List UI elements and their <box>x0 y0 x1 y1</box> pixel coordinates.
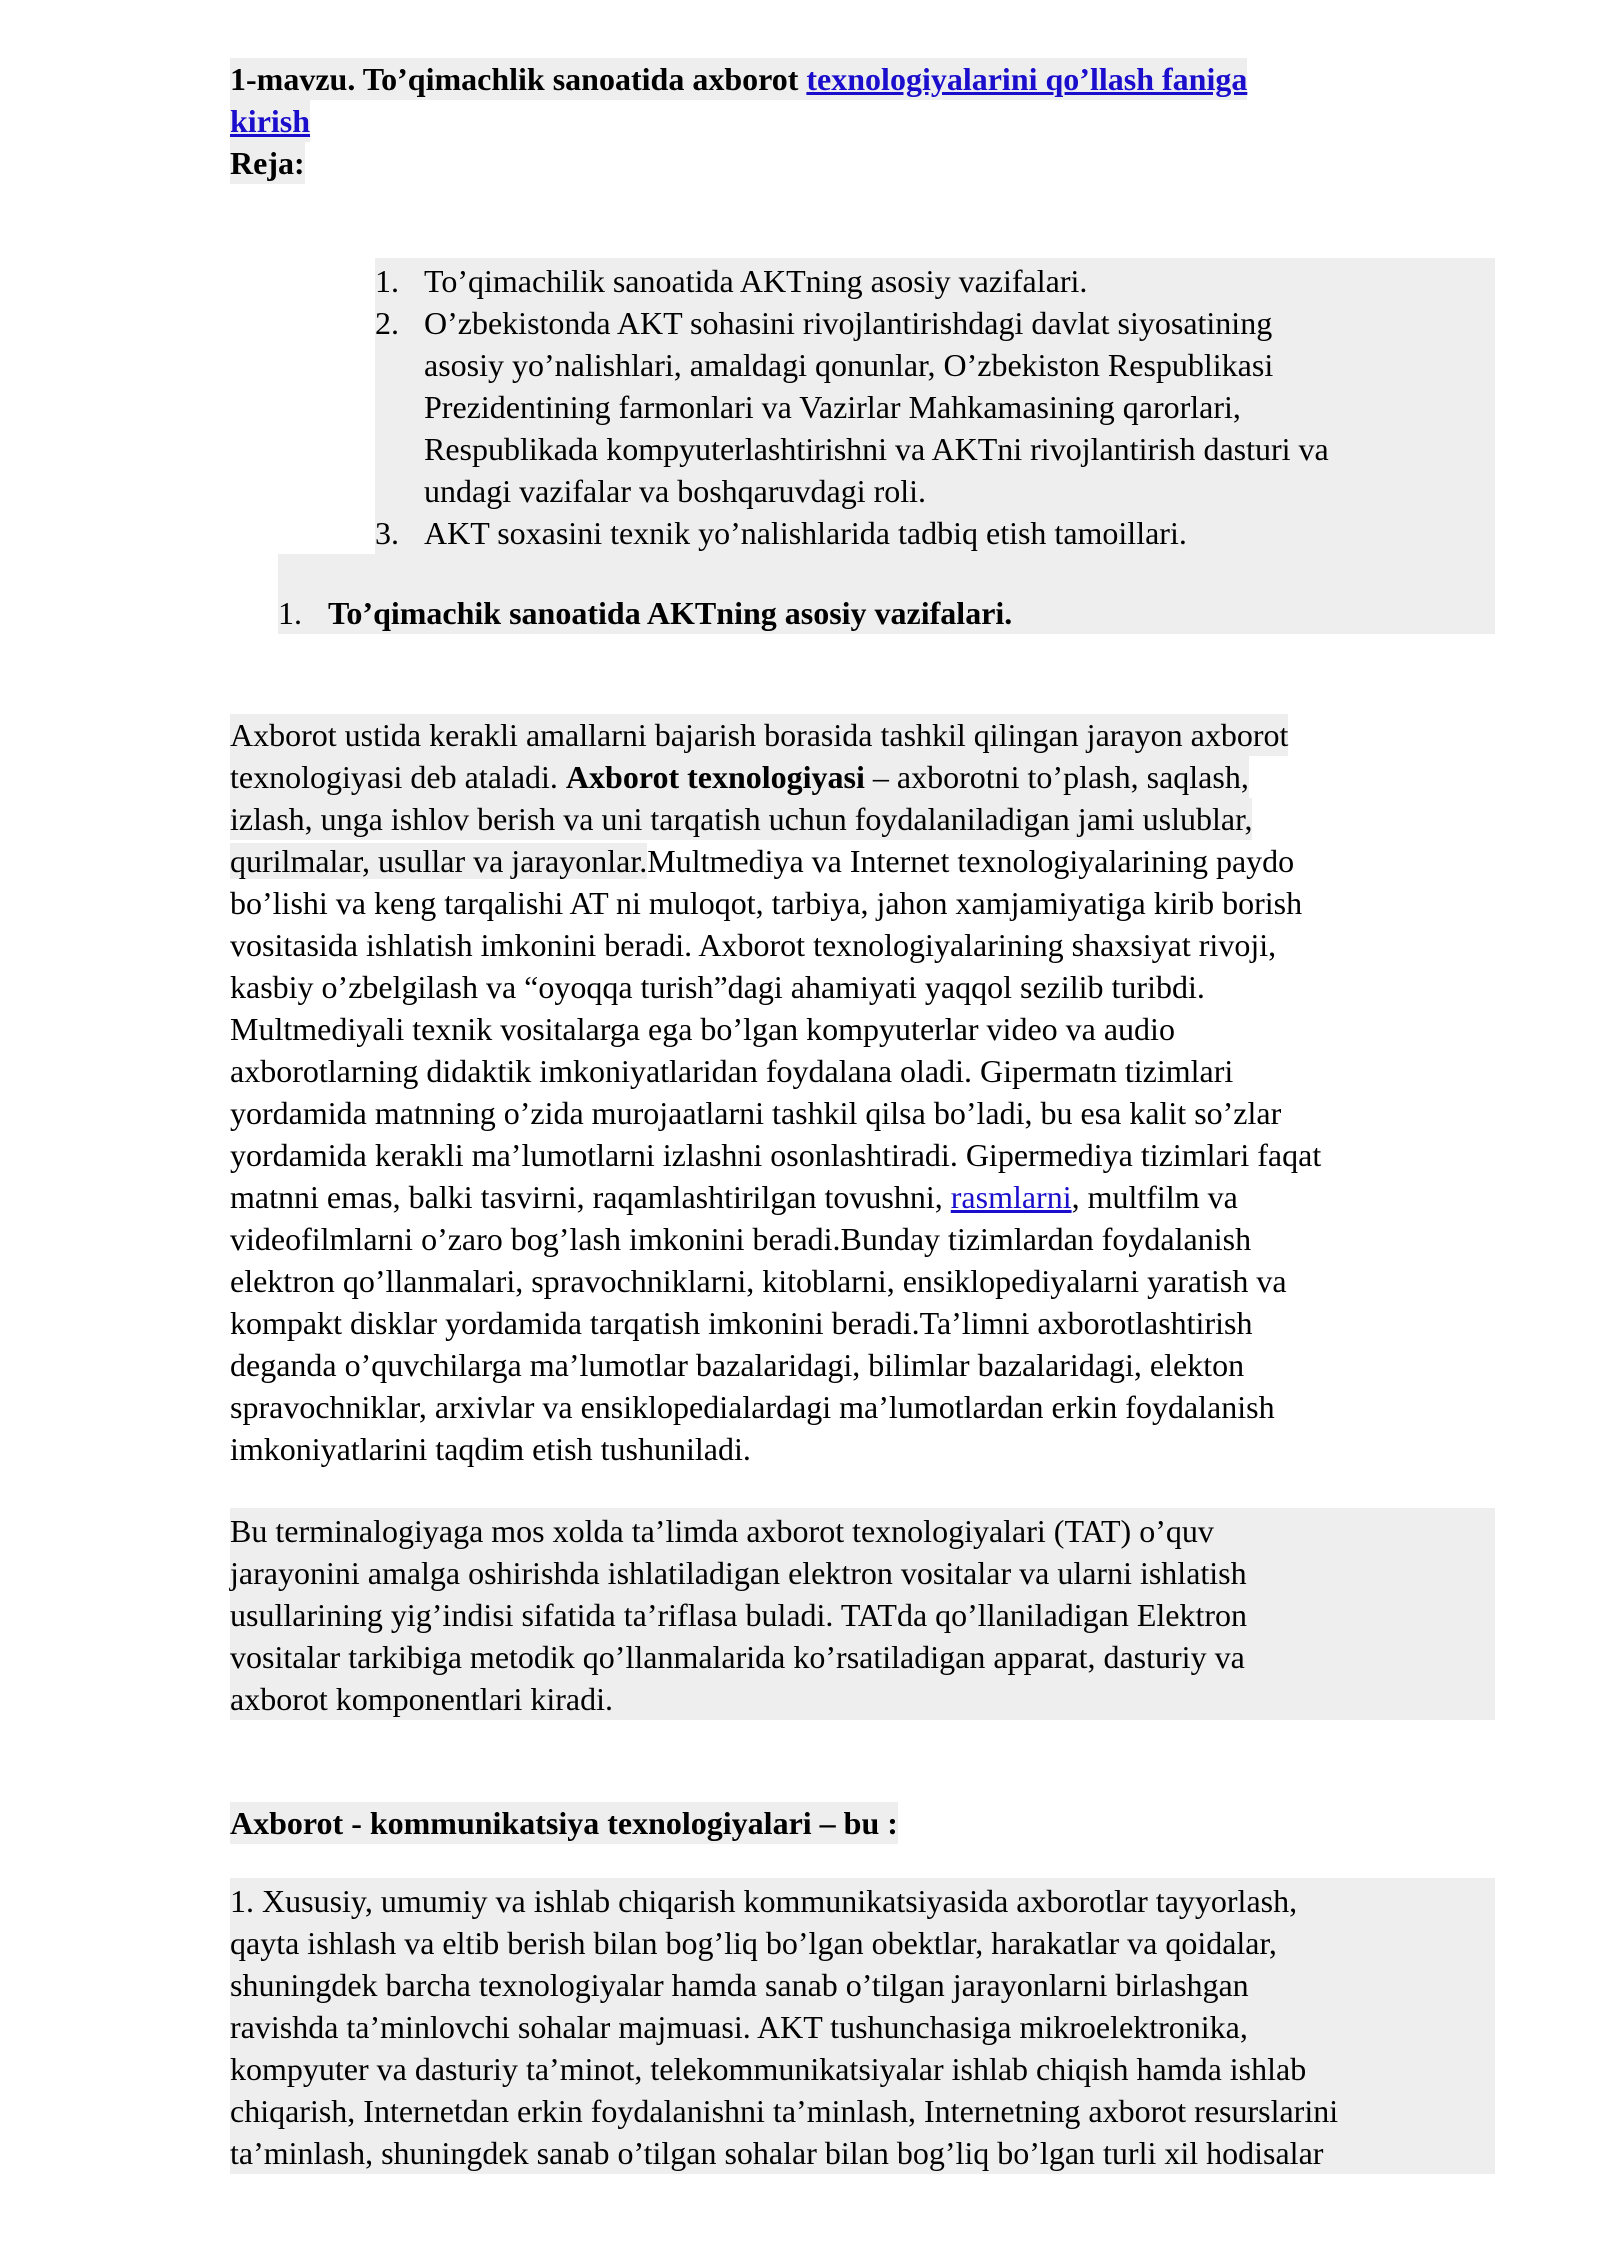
plan-item-line: To’qimachilik sanoatida AKTning asosiy vazifalari. <box>424 263 1088 299</box>
paragraph-line <box>230 1176 1238 1218</box>
plan-item-number: 3. <box>375 515 399 551</box>
paragraph-line: ravishda ta’minlovchi sohalar majmuasi. AKT tushunchasiga mikroelektronika, <box>230 2009 1248 2045</box>
plan-item-line: undagi vazifalar va boshqaruvdagi roli. <box>424 473 927 509</box>
paragraph-line: bo’lishi va keng tarqalishi AT ni muloqot, tarbiya, jahon xamjamiyatiga kirib borish <box>230 885 1303 921</box>
reja-label: Reja: <box>230 142 305 184</box>
plan-item-line: Prezidentining farmonlari va Vazirlar Mahkamasining qarorlari, <box>424 389 1241 425</box>
topic-title-link-continued[interactable]: kirish <box>230 103 311 139</box>
paragraph-line: jarayonini amalga oshirishda ishlatiladigan elektron vositalar va ularni ishlatish <box>230 1555 1247 1591</box>
paragraph-line: elektron qo’llanmalari, spravochniklarni, kitoblarni, ensiklopediyalarni yaratish va <box>230 1263 1287 1299</box>
paragraph-line: Multmediyali texnik vositalarga ega bo’lgan kompyuterlar video va audio <box>230 1011 1175 1047</box>
paragraph-line: videofilmlarni o’zaro bog’lash imkonini beradi.Bunday tizimlardan foydalanish <box>230 1221 1252 1257</box>
paragraph-line: 1. Xususiy, umumiy va ishlab chiqarish kommunikatsiyasida axborotlar tayyorlash, <box>230 1883 1298 1919</box>
paragraph-line: shuningdek barcha texnologiyalar hamda sanab o’tilgan jarayonlarni birlashgan <box>230 1967 1249 2003</box>
paragraph-line: kompakt disklar yordamida tarqatish imkonini beradi.Ta’limni axborotlashtirish <box>230 1305 1253 1341</box>
paragraph-line: ta’minlash, shuningdek sanab o’tilgan sohalar bilan bog’liq bo’lgan turli xil hodisalar <box>230 2135 1324 2171</box>
paragraph-text: , multfilm va <box>1071 1179 1238 1215</box>
paragraph-line: vositasida ishlatish imkonini beradi. Axborot texnologiyalarining shaxsiyat rivoji, <box>230 927 1277 963</box>
plan-item-number: 2. <box>375 305 399 341</box>
paragraph-line: chiqarish, Internetdan erkin foydalanishni ta’minlash, Internetning axborot resurslarini <box>230 2093 1339 2129</box>
topic-title-link[interactable]: texnologiyalarini qo’llash faniga <box>806 61 1248 97</box>
paragraph-line: spravochniklar, arxivlar va ensiklopedialardagi ma’lumotlardan erkin foydalanish <box>230 1389 1275 1425</box>
paragraph-line: vositalar tarkibiga metodik qo’llanmalarida ko’rsatiladigan apparat, dasturiy va <box>230 1639 1245 1675</box>
paragraph-text: qurilmalar, usullar va jarayonlar. <box>230 843 648 879</box>
paragraph-line: usullarining yig’indisi sifatida ta’riflasa buladi. TATda qo’llaniladigan Elektron <box>230 1597 1248 1633</box>
paragraph-line: kompyuter va dasturiy ta’minot, telekommunikatsiyalar ishlab chiqish hamda ishlab <box>230 2051 1307 2087</box>
topic-title-line2 <box>230 100 310 142</box>
paragraph-line: qayta ishlash va eltib berish bilan bog’liq bo’lgan obektlar, harakatlar va qoidalar, <box>230 1925 1277 1961</box>
section-number: 1. <box>278 595 302 631</box>
paragraph-line <box>230 840 1294 882</box>
section-title: To’qimachik sanoatida AKTning asosiy vazifalari. <box>328 595 1013 631</box>
topic-title-line1 <box>230 58 1247 100</box>
plan-item-line: O’zbekistonda AKT sohasini rivojlantirishdagi davlat siyosatining <box>424 305 1273 341</box>
paragraph-text: Multmediya va Internet texnologiyalarining paydo <box>647 843 1295 879</box>
paragraph-line: deganda o’quvchilarga ma’lumotlar bazalaridagi, bilimlar bazalaridagi, elekton <box>230 1347 1245 1383</box>
paragraph-line: axborot komponentlari kiradi. <box>230 1681 614 1717</box>
paragraph-line: imkoniyatlarini taqdim etish tushuniladi. <box>230 1431 751 1467</box>
rasmlarni-link[interactable]: rasmlarni <box>950 1179 1072 1215</box>
topic-title-prefix: 1-mavzu. To’qimachlik sanoatida axborot <box>230 61 807 97</box>
akt-heading: Axborot - kommunikatsiya texnologiyalari – bu : <box>230 1802 898 1844</box>
paragraph-line: yordamida kerakli ma’lumotlarni izlashni osonlashtiradi. Gipermediya tizimlari faqat <box>230 1137 1322 1173</box>
paragraph-line: izlash, unga ishlov berish va uni tarqatish uchun foydalaniladigan jami uslublar, <box>230 798 1252 840</box>
plan-item-line: Respublikada kompyuterlashtirishni va AKTni rivojlantirish dasturi va <box>424 431 1329 467</box>
plan-item-line: asosiy yo’nalishlari, amaldagi qonunlar, O’zbekiston Respublikasi <box>424 347 1274 383</box>
plan-item-line: AKT soxasini texnik yo’nalishlarida tadbiq etish tamoillari. <box>424 515 1187 551</box>
paragraph-text: texnologiyasi deb ataladi. <box>230 759 566 795</box>
paragraph-line <box>230 756 1249 798</box>
paragraph-line: Axborot ustida kerakli amallarni bajarish borasida tashkil qilingan jarayon axborot <box>230 714 1288 756</box>
term-axborot-texnologiyasi: Axborot texnologiyasi <box>565 759 865 795</box>
paragraph-text: matnni emas, balki tasvirni, raqamlashtirilgan tovushni, <box>230 1179 951 1215</box>
paragraph-line: Bu terminalogiyaga mos xolda ta’limda axborot texnologiyalari (TAT) o’quv <box>230 1513 1214 1549</box>
plan-item-number: 1. <box>375 263 399 299</box>
paragraph-line: kasbiy o’zbelgilash va “oyoqqa turish”dagi ahamiyati yaqqol sezilib turibdi. <box>230 969 1205 1005</box>
paragraph-text: – axborotni to’plash, saqlash, <box>864 759 1249 795</box>
paragraph-line: axborotlarning didaktik imkoniyatlaridan foydalana oladi. Gipermatn tizimlari <box>230 1053 1234 1089</box>
paragraph-line: yordamida matnning o’zida murojaatlarni tashkil qilsa bo’ladi, bu esa kalit so’zlar <box>230 1095 1282 1131</box>
